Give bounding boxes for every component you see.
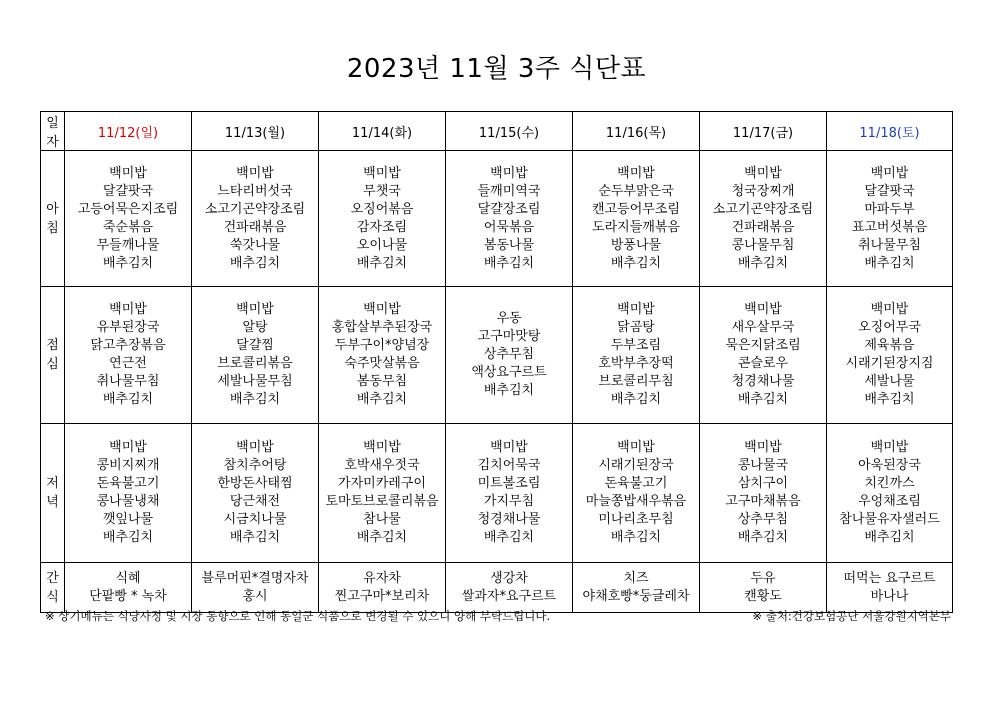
lunch-cell bbox=[65, 287, 192, 424]
footer-note: ※ 상기메뉴는 식당사정 및 시장 동향으로 인해 동일군 식품으로 변경될 수 있으니 양해 부탁드립니다. bbox=[45, 609, 551, 623]
meal-label-char: 침 bbox=[46, 220, 59, 236]
menu-item: 백미밥 bbox=[109, 440, 147, 455]
menu-item: 시래기된장지짐 bbox=[845, 356, 934, 371]
menu-item: 배추김치 bbox=[864, 255, 915, 271]
menu-item: 아욱된장국 bbox=[858, 458, 921, 473]
dinner-cell bbox=[65, 424, 192, 563]
menu-item: 달걀팟국 bbox=[864, 183, 915, 199]
menu-item: 취나물무침 bbox=[96, 374, 160, 389]
menu-item: 홍시 bbox=[242, 588, 268, 604]
menu-item: 돈육불고기 bbox=[604, 476, 668, 491]
menu-item: 배추김치 bbox=[102, 392, 154, 407]
menu-item: 오이나물 bbox=[356, 237, 408, 253]
menu-item: 연근전 bbox=[109, 356, 147, 371]
menu-item: 소고기곤약장조림 bbox=[204, 201, 306, 217]
menu-item: 달걀찜 bbox=[236, 338, 274, 353]
menu-item: 건파래볶음 bbox=[731, 219, 795, 235]
page-title: 2023년 11월 3주 식단표 bbox=[346, 54, 647, 84]
menu-item: 백미밥 bbox=[617, 440, 655, 455]
menu-item: 캔황도 bbox=[744, 588, 782, 604]
menu-item: 콩나물국 bbox=[737, 458, 789, 473]
menu-item: 백미밥 bbox=[363, 440, 401, 455]
menu-item: 바나나 bbox=[870, 588, 909, 604]
menu-item: 봄동나물 bbox=[483, 237, 535, 253]
menu-item: 생강차 bbox=[490, 570, 528, 586]
menu-item: 백미밥 bbox=[744, 302, 782, 317]
menu-item: 콩나물무침 bbox=[731, 237, 795, 253]
breakfast-row bbox=[41, 151, 953, 287]
menu-item: 청경채나물 bbox=[731, 374, 795, 389]
menu-item: 백미밥 bbox=[617, 165, 655, 181]
menu-item: 배추김치 bbox=[229, 392, 281, 407]
menu-item: 백미밥 bbox=[870, 302, 909, 317]
breakfast-cell bbox=[319, 151, 446, 287]
menu-item: 콩나물냉채 bbox=[96, 494, 160, 509]
menu-item: 숙주맛살볶음 bbox=[344, 356, 420, 371]
menu-item: 죽순볶음 bbox=[102, 219, 154, 235]
menu-item: 어묵볶음 bbox=[483, 219, 535, 235]
menu-item: 캔고등어무조림 bbox=[592, 201, 680, 217]
menu-item: 쑥갓나물 bbox=[229, 237, 281, 253]
date-corner-label: 일자 bbox=[41, 112, 65, 151]
menu-item: 유부된장국 bbox=[96, 320, 160, 335]
snack-cell bbox=[827, 563, 953, 613]
menu-item: 상추무침 bbox=[737, 512, 789, 527]
menu-item: 배추김치 bbox=[356, 255, 408, 271]
menu-item: 돈육불고기 bbox=[96, 476, 160, 491]
menu-item: 배추김치 bbox=[356, 392, 408, 407]
dinner-cell bbox=[192, 424, 319, 563]
menu-item: 백미밥 bbox=[363, 165, 401, 181]
snack-cell bbox=[446, 563, 573, 613]
snack-cell bbox=[319, 563, 446, 613]
menu-item: 봄동무침 bbox=[356, 374, 408, 389]
date-header-sun: 11/12(일) bbox=[65, 112, 192, 151]
menu-item: 홍합살부추된장국 bbox=[331, 320, 433, 335]
menu-item: 감자조림 bbox=[356, 219, 408, 235]
menu-item: 백미밥 bbox=[870, 440, 909, 455]
menu-item: 배추김치 bbox=[610, 530, 662, 545]
menu-item: 알탕 bbox=[242, 320, 268, 335]
menu-item: 고등어묵은지조림 bbox=[77, 201, 179, 217]
menu-item: 삼치구이 bbox=[737, 476, 789, 491]
menu-item: 치킨까스 bbox=[864, 476, 915, 491]
menu-item: 호박새우젓국 bbox=[344, 458, 420, 473]
menu-item: 백미밥 bbox=[109, 302, 147, 317]
menu-item: 배추김치 bbox=[102, 530, 154, 545]
menu-item: 배추김치 bbox=[483, 255, 535, 271]
menu-item: 블루머핀*결명자차 bbox=[201, 570, 309, 586]
menu-item: 방풍나물 bbox=[610, 237, 662, 253]
lunch-cell bbox=[319, 287, 446, 424]
breakfast-cell bbox=[827, 151, 953, 287]
breakfast-cell bbox=[192, 151, 319, 287]
menu-item: 당근채전 bbox=[229, 494, 281, 509]
dinner-row bbox=[41, 424, 953, 563]
menu-item: 표고버섯볶음 bbox=[851, 219, 928, 235]
snack-cell bbox=[573, 563, 700, 613]
lunch-cell bbox=[573, 287, 700, 424]
menu-item: 배추김치 bbox=[737, 255, 789, 271]
menu-item: 백미밥 bbox=[236, 302, 274, 317]
date-header-tue: 11/14(화) bbox=[319, 112, 446, 151]
meal-label-char: 저 bbox=[46, 476, 59, 491]
menu-item: 참나물유자샐러드 bbox=[839, 512, 940, 527]
menu-item: 순두부맑은국 bbox=[598, 183, 674, 199]
date-header-thu: 11/16(목) bbox=[573, 112, 700, 151]
dinner-cell bbox=[319, 424, 446, 563]
menu-item: 새우살무국 bbox=[731, 320, 795, 335]
snack-cell bbox=[192, 563, 319, 613]
menu-item: 백미밥 bbox=[490, 440, 528, 455]
date-header-row bbox=[41, 112, 953, 151]
menu-item: 도라지들깨볶음 bbox=[592, 219, 680, 235]
menu-item: 시래기된장국 bbox=[598, 458, 674, 473]
menu-item: 배추김치 bbox=[229, 255, 281, 271]
menu-item: 상추무침 bbox=[483, 347, 535, 362]
dinner-cell bbox=[700, 424, 827, 563]
snack-cell bbox=[700, 563, 827, 613]
menu-item: 한방돈사태찜 bbox=[217, 476, 293, 491]
meal-label-char: 식 bbox=[46, 589, 59, 605]
menu-item: 묵은지닭조림 bbox=[725, 338, 801, 353]
menu-item: 미나리초무침 bbox=[598, 512, 674, 527]
meal-label-char: 점 bbox=[46, 338, 59, 353]
menu-item: 콩비지찌개 bbox=[96, 458, 160, 473]
snack-cell bbox=[65, 563, 192, 613]
date-header-sat: 11/18(토) bbox=[827, 112, 953, 151]
menu-item: 두유 bbox=[750, 570, 776, 586]
menu-item: 깻잎나물 bbox=[102, 512, 154, 527]
menu-item: 떠먹는 요구르트 bbox=[843, 570, 936, 586]
lunch-cell bbox=[827, 287, 953, 424]
footer-source: ※ 출처:건강보험공단 서울강원지역본부 bbox=[752, 609, 951, 623]
menu-item: 달걀팟국 bbox=[102, 183, 154, 199]
snack-row bbox=[41, 563, 953, 613]
dinner-cell bbox=[446, 424, 573, 563]
menu-item: 가자미카레구이 bbox=[338, 476, 426, 491]
dinner-cell bbox=[827, 424, 953, 563]
menu-item: 고구마맛탕 bbox=[477, 329, 541, 344]
breakfast-cell bbox=[700, 151, 827, 287]
menu-item: 세발나물무침 bbox=[217, 374, 293, 389]
menu-item: 배추김치 bbox=[737, 392, 789, 407]
breakfast-cell bbox=[446, 151, 573, 287]
menu-item: 백미밥 bbox=[744, 165, 782, 181]
lunch-row bbox=[41, 287, 953, 424]
menu-item: 취나물무침 bbox=[858, 237, 921, 253]
snack-label bbox=[41, 563, 65, 613]
lunch-cell bbox=[446, 287, 573, 424]
lunch-cell bbox=[192, 287, 319, 424]
dinner-label bbox=[41, 424, 65, 563]
date-header-fri: 11/17(금) bbox=[700, 112, 827, 151]
breakfast-cell bbox=[573, 151, 700, 287]
menu-item: 우엉채조림 bbox=[858, 494, 921, 509]
menu-item: 배추김치 bbox=[864, 392, 915, 407]
menu-item: 가지무침 bbox=[483, 494, 535, 509]
menu-item: 김치어묵국 bbox=[477, 458, 541, 473]
menu-item: 청경채나물 bbox=[477, 512, 541, 527]
menu-item: 브로콜리무침 bbox=[598, 374, 674, 389]
menu-item: 배추김치 bbox=[483, 530, 535, 545]
menu-item: 마늘쫑밥새우볶음 bbox=[585, 494, 687, 509]
menu-item: 쌀과자*요구르트 bbox=[461, 588, 557, 604]
menu-item: 백미밥 bbox=[744, 440, 782, 455]
menu-item: 닭고추장볶음 bbox=[90, 338, 166, 353]
menu-item: 유자차 bbox=[363, 570, 401, 586]
menu-item: 콘슬로우 bbox=[737, 356, 789, 371]
menu-item: 액상요구르트 bbox=[471, 365, 547, 380]
menu-item: 식혜 bbox=[115, 570, 141, 586]
menu-item: 백미밥 bbox=[236, 165, 274, 181]
menu-item: 두부조림 bbox=[610, 338, 662, 353]
menu-item: 배추김치 bbox=[610, 392, 662, 407]
menu-item: 배추김치 bbox=[864, 530, 915, 545]
menu-item: 오징어무국 bbox=[858, 320, 921, 335]
menu-item: 야채호빵*둥글레차 bbox=[582, 588, 690, 604]
menu-item: 백미밥 bbox=[363, 302, 401, 317]
menu-item: 배추김치 bbox=[737, 530, 789, 545]
menu-item: 백미밥 bbox=[870, 165, 909, 181]
menu-item: 무들깨나물 bbox=[96, 237, 160, 253]
menu-item: 닭곰탕 bbox=[617, 320, 655, 335]
menu-item: 참나물 bbox=[363, 512, 401, 527]
menu-item: 백미밥 bbox=[490, 165, 528, 181]
menu-item: 소고기곤약장조림 bbox=[712, 201, 814, 217]
menu-item: 청국장찌개 bbox=[731, 183, 795, 199]
menu-item: 무챗국 bbox=[363, 183, 401, 199]
menu-item: 시금치나물 bbox=[223, 512, 287, 527]
menu-item: 토마토브로콜리볶음 bbox=[325, 494, 439, 509]
menu-item: 고구마채볶음 bbox=[725, 494, 801, 509]
lunch-cell bbox=[700, 287, 827, 424]
meal-label-char: 간 bbox=[46, 570, 59, 586]
menu-item: 백미밥 bbox=[236, 440, 274, 455]
menu-item: 배추김치 bbox=[356, 530, 408, 545]
menu-item: 우동 bbox=[496, 311, 522, 326]
menu-item: 배추김치 bbox=[102, 255, 154, 271]
lunch-label bbox=[41, 287, 65, 424]
date-header-mon: 11/13(월) bbox=[192, 112, 319, 151]
menu-item: 백미밥 bbox=[109, 165, 147, 181]
meal-label-char: 심 bbox=[46, 357, 59, 372]
dinner-cell bbox=[573, 424, 700, 563]
date-header-wed: 11/15(수) bbox=[446, 112, 573, 151]
menu-item: 참치추어탕 bbox=[223, 458, 287, 473]
meal-label-char: 녁 bbox=[46, 495, 59, 510]
menu-item: 호박부추장떡 bbox=[598, 356, 674, 371]
meal-table bbox=[40, 111, 953, 613]
menu-item: 미트볼조림 bbox=[477, 476, 541, 491]
menu-item: 치즈 bbox=[623, 570, 649, 586]
menu-item: 느타리버섯국 bbox=[217, 183, 293, 199]
menu-item: 제육볶음 bbox=[864, 338, 915, 353]
menu-item: 건파래볶음 bbox=[223, 219, 287, 235]
breakfast-label bbox=[41, 151, 65, 287]
menu-item: 두부구이*양념장 bbox=[334, 338, 430, 353]
meal-label-char: 아 bbox=[46, 201, 59, 217]
menu-item: 들깨미역국 bbox=[477, 183, 541, 199]
menu-item: 배추김치 bbox=[483, 383, 535, 398]
menu-item: 달걀장조림 bbox=[477, 201, 541, 217]
menu-item: 브로콜리볶음 bbox=[217, 356, 293, 371]
menu-item: 배추김치 bbox=[229, 530, 281, 545]
menu-item: 배추김치 bbox=[610, 255, 662, 271]
menu-item: 세발나물 bbox=[864, 374, 915, 389]
menu-item: 단팥빵 * 녹차 bbox=[89, 588, 167, 604]
menu-item: 백미밥 bbox=[617, 302, 655, 317]
breakfast-cell bbox=[65, 151, 192, 287]
menu-item: 마파두부 bbox=[864, 201, 915, 217]
menu-item: 오징어볶음 bbox=[350, 201, 414, 217]
menu-item: 찐고구마*보리차 bbox=[334, 588, 430, 604]
